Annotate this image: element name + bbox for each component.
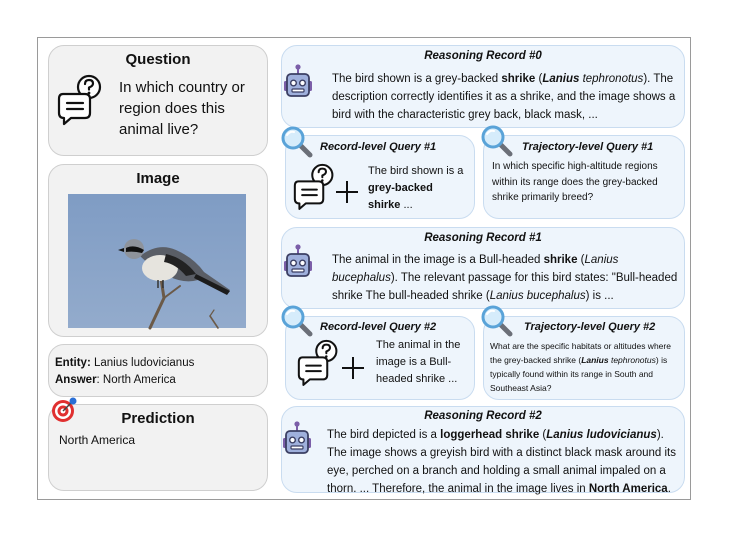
- text-run: North America: [588, 483, 668, 495]
- question-card: [48, 45, 268, 156]
- text-run: (: [539, 429, 547, 441]
- text-run: The bird shown is a: [368, 165, 464, 177]
- text-run: tephronotus: [579, 73, 644, 85]
- text-run: (: [577, 254, 585, 266]
- query-title: Trajectory-level Query #1: [522, 141, 654, 153]
- record-title: Reasoning Record #2: [424, 410, 542, 422]
- text-run: loggerhead shrike: [440, 429, 540, 441]
- plus-icon: [341, 356, 365, 380]
- text-run: What are the specific habitats or altitudes where the grey-backed shrike (: [490, 341, 671, 365]
- prediction-title: Prediction: [121, 410, 195, 427]
- answer-label: Answer: [55, 374, 97, 386]
- magnifier-icon: [481, 305, 513, 337]
- text-run: (: [535, 73, 543, 85]
- text-run: Lanius bucephalus: [489, 290, 586, 302]
- text-run: shrike: [501, 73, 536, 85]
- text-run: shrike: [543, 254, 578, 266]
- query-title: Record-level Query #2: [320, 321, 437, 333]
- query-title: Record-level Query #1: [320, 141, 437, 153]
- question-text: In which country or region does this animal live?: [119, 79, 245, 138]
- record-title: Reasoning Record #1: [424, 232, 542, 244]
- reasoning-record-0: [281, 45, 685, 128]
- chat-question-icon: [297, 339, 341, 385]
- entity-value: Lanius ludovicianus: [90, 357, 195, 369]
- answer-value: : North America: [96, 374, 176, 386]
- robot-icon: [283, 64, 319, 104]
- trajectory-query-2: [483, 316, 685, 400]
- chat-question-icon: [57, 74, 105, 124]
- text-run: ). The image shows a greyish bird with a distinct black mask around its eye, perched on a branch and holding a small animal impaled on a thorn. ... Therefore, the animal in the image lives in: [327, 429, 676, 495]
- trajectory-query-1: [483, 135, 685, 219]
- bird-photo: [68, 194, 246, 328]
- text-run: .: [667, 483, 671, 495]
- answer-line: [55, 372, 176, 388]
- text-run: In which specific high-altitude regions within its range does the grey-backed shrike primarily breed?: [492, 161, 658, 203]
- image-title: Image: [136, 170, 180, 187]
- prediction-card: [48, 404, 268, 491]
- image-card: [48, 164, 268, 337]
- magnifier-icon: [281, 305, 313, 337]
- query-text: [492, 159, 682, 206]
- text-run: The animal in the image is a Bull-headed: [332, 254, 544, 266]
- text-run: Lanius ludovicianus: [546, 429, 657, 441]
- text-run: Lanius: [542, 73, 580, 85]
- chat-question-icon: [293, 163, 337, 209]
- query-text: [490, 339, 682, 395]
- text-run: ). The description correctly identifies it as a shrike, and the image shows a bird with the characteristic grey back, black mask, ...: [332, 73, 676, 121]
- record-title: Reasoning Record #0: [424, 50, 542, 62]
- text-run: ) is typically found within its range in South and Southeast Asia?: [490, 355, 668, 393]
- target-icon: [51, 397, 77, 423]
- text-run: The bird shown is a grey-backed: [332, 73, 502, 85]
- robot-icon: [283, 244, 319, 284]
- query-text: [368, 163, 468, 214]
- query-text: [376, 337, 468, 388]
- reasoning-record-1: [281, 227, 685, 309]
- reasoning-record-2: [281, 406, 685, 493]
- text-run: The animal in the image is a Bull-headed shrike ...: [376, 339, 461, 385]
- magnifier-icon: [281, 126, 313, 158]
- text-run: Lanius bucephalus: [332, 254, 619, 284]
- text-run: tephronotus: [610, 355, 656, 365]
- text-run: Lanius: [581, 355, 609, 365]
- query-title: Trajectory-level Query #2: [524, 321, 656, 333]
- entity-answer-card: [48, 344, 268, 397]
- robot-icon: [282, 421, 318, 461]
- entity-label: Entity:: [55, 357, 91, 369]
- text-run: grey-backed shirke: [368, 182, 433, 211]
- text-run: ). The relevant passage for this bird states: "Bull-headed shrike The bull-headed shrike (: [332, 272, 678, 302]
- question-title: Question: [125, 51, 191, 68]
- entity-line: [55, 355, 194, 371]
- text-run: The bird depicted is a: [327, 429, 441, 441]
- magnifier-icon: [481, 125, 513, 157]
- record-text: [332, 70, 682, 124]
- plus-icon: [335, 180, 359, 204]
- text-run: ...: [400, 199, 413, 211]
- record-text: [332, 251, 680, 305]
- prediction-value: North America: [59, 433, 136, 447]
- record-text: [327, 426, 682, 498]
- text-run: ) is ...: [585, 290, 614, 302]
